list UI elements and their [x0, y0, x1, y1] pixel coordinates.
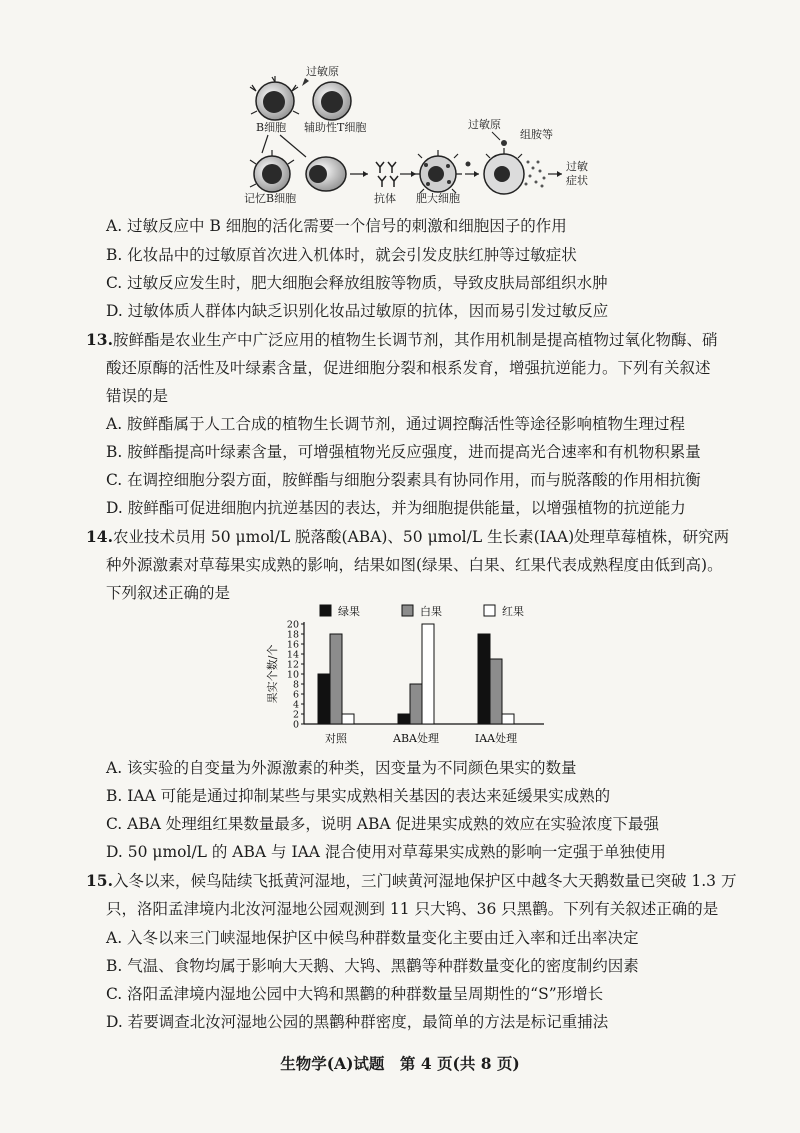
fruit-maturity-bar-chart — [262, 600, 562, 750]
y-tick-label-16: 16 — [286, 639, 299, 651]
q13-option-d: D. 胺鲜酯可促进细胞内抗逆基因的表达，并为细胞提供能量，以增强植物的抗逆能力 — [106, 499, 686, 517]
q15-number: 15. — [86, 871, 113, 890]
diagram-label-allergen-right: 过敏原 — [468, 118, 501, 131]
helper-t-cell-icon — [313, 82, 351, 120]
q13-stem-line-3: 错误的是 — [106, 387, 169, 405]
y-tick-label-4: 4 — [292, 699, 299, 711]
q15-stem-line-2: 只，洛阳孟津境内北汝河湿地公园观测到 11 只大鸨、36 只黑鹳。下列有关叙述正确的是 — [106, 900, 719, 918]
q13-stem-line-2: 酸还原酶的活性及叶绿素含量，促进细胞分裂和根系发育，增强抗逆能力。下列有关叙述 — [106, 359, 711, 377]
bar-2-1 — [490, 659, 502, 724]
q12-option-c: C. 过敏反应发生时，肥大细胞会释放组胺等物质，导致皮肤局部组织水肿 — [106, 274, 608, 292]
legend-label-2: 红果 — [502, 605, 524, 618]
page-footer: 生物学(A)试题 第 4 页(共 8 页) — [280, 1054, 520, 1073]
q13-option-c: C. 在调控细胞分裂方面，胺鲜酯与细胞分裂素具有协同作用，而与脱落酸的作用相抗衡 — [106, 471, 701, 489]
diagram-label-mast-cell: 肥大细胞 — [416, 192, 460, 205]
q15-option-d: D. 若要调查北汝河湿地公园的黑鹳种群密度，最简单的方法是标记重捕法 — [106, 1013, 609, 1031]
y-tick-label-18: 18 — [286, 629, 299, 641]
diagram-label-histamine: 组胺等 — [520, 128, 553, 141]
x-tick-label-0: 对照 — [325, 732, 347, 745]
q13-number: 13. — [86, 330, 113, 349]
q13-stem-line-1: 13.胺鲜酯是农业生产中广泛应用的植物生长调节剂，其作用机制是提高植物过氧化物酶、硝 — [86, 330, 718, 349]
q12-option-b: B. 化妆品中的过敏原首次进入机体时，就会引发皮肤红肿等过敏症状 — [106, 246, 577, 264]
y-tick-label-0: 0 — [292, 719, 299, 731]
bar-1-1 — [410, 684, 422, 724]
diagram-label-memory-b: 记忆B细胞 — [244, 192, 297, 205]
bar-2-2 — [502, 714, 514, 724]
q15-option-b: B. 气温、食物均属于影响大天鹅、大鸨、黑鹳等种群数量变化的密度制约因素 — [106, 957, 639, 975]
q12-option-d: D. 过敏体质人群体内缺乏识别化妆品过敏原的抗体，因而易引发过敏反应 — [106, 302, 609, 320]
plasma-cell-icon — [306, 157, 346, 191]
y-tick-label-2: 2 — [292, 709, 299, 721]
diagram-label-b-cell: B细胞 — [256, 121, 287, 134]
y-tick-label-10: 10 — [286, 669, 299, 681]
diagram-label-symptom: 症状 — [566, 174, 588, 187]
antibody-icon — [376, 162, 398, 187]
y-tick-label-12: 12 — [286, 659, 299, 671]
bar-1-0 — [398, 714, 410, 724]
q14-stem-line-1: 14.农业技术员用 50 μmol/L 脱落酸(ABA)、50 μmol/L 生长素(IAA)处理草莓植株，研究两 — [86, 527, 730, 546]
q14-option-d: D. 50 μmol/L 的 ABA 与 IAA 混合使用对草莓果实成熟的影响一定强于单独使用 — [106, 843, 666, 861]
diagram-label-allergy: 过敏 — [566, 160, 588, 173]
bar-0-2 — [342, 714, 354, 724]
legend-label-0: 绿果 — [338, 605, 360, 618]
memory-b-cell-icon — [250, 150, 294, 192]
legend-swatch-2 — [484, 605, 495, 616]
q12-option-a: A. 过敏反应中 B 细胞的活化需要一个信号的刺激和细胞因子的作用 — [106, 217, 567, 235]
x-tick-label-1: ABA处理 — [393, 732, 439, 745]
histamine-granules-icon — [525, 161, 546, 188]
y-tick-label-14: 14 — [286, 649, 299, 661]
mast-cell-icon — [414, 150, 462, 193]
bar-0-0 — [318, 674, 330, 724]
y-tick-label-6: 6 — [292, 689, 299, 701]
q15-stem-line-1: 15.入冬以来，候鸟陆续飞抵黄河湿地，三门峡黄河湿地保护区中越冬大天鹅数量已突破 1.3 万 — [86, 871, 737, 890]
y-axis-label: 果实个数/个 — [266, 644, 279, 704]
q14-option-c: C. ABA 处理组红果数量最多，说明 ABA 促进果实成熟的效应在实验浓度下最强 — [106, 815, 659, 833]
q14-option-a: A. 该实验的自变量为外源激素的种类，因变量为不同颜色果实的数量 — [106, 759, 577, 777]
legend-swatch-1 — [402, 605, 413, 616]
diagram-label-allergen-top: 过敏原 — [306, 65, 339, 78]
bar-1-2 — [422, 624, 434, 724]
legend-swatch-0 — [320, 605, 331, 616]
allergy-diagram — [240, 58, 600, 210]
bar-2-0 — [478, 634, 490, 724]
b-cell-icon — [250, 76, 299, 120]
q13-option-b: B. 胺鲜酯提高叶绿素含量，可增强植物光反应强度，进而提高光合速率和有机物积累量 — [106, 443, 701, 461]
q14-stem-line-2: 种外源激素对草莓果实成熟的影响，结果如图(绿果、白果、红果代表成熟程度由低到高)。 — [106, 556, 723, 574]
q15-option-c: C. 洛阳孟津境内湿地公园中大鸨和黑鹳的种群数量呈周期性的“S”形增长 — [106, 985, 604, 1003]
x-tick-label-2: IAA处理 — [474, 732, 518, 745]
diagram-label-helper-t: 辅助性T细胞 — [304, 121, 367, 134]
allergen-small-icon — [302, 78, 309, 86]
q14-number: 14. — [86, 527, 113, 546]
bar-0-1 — [330, 634, 342, 724]
y-tick-label-8: 8 — [292, 679, 299, 691]
q14-stem-line-3: 下列叙述正确的是 — [106, 584, 231, 602]
q14-option-b: B. IAA 可能是通过抑制某些与果实成熟相关基因的表达来延缓果实成熟的 — [106, 787, 611, 805]
degranulating-mast-cell-icon — [484, 140, 524, 194]
diagram-label-antibody: 抗体 — [374, 192, 396, 205]
q15-option-a: A. 入冬以来三门峡湿地保护区中候鸟种群数量变化主要由迁入率和迁出率决定 — [106, 929, 639, 947]
legend-label-1: 白果 — [420, 605, 442, 618]
y-tick-label-20: 20 — [286, 619, 299, 631]
q13-option-a: A. 胺鲜酯属于人工合成的植物生长调节剂，通过调控酶活性等途径影响植物生理过程 — [106, 415, 686, 433]
